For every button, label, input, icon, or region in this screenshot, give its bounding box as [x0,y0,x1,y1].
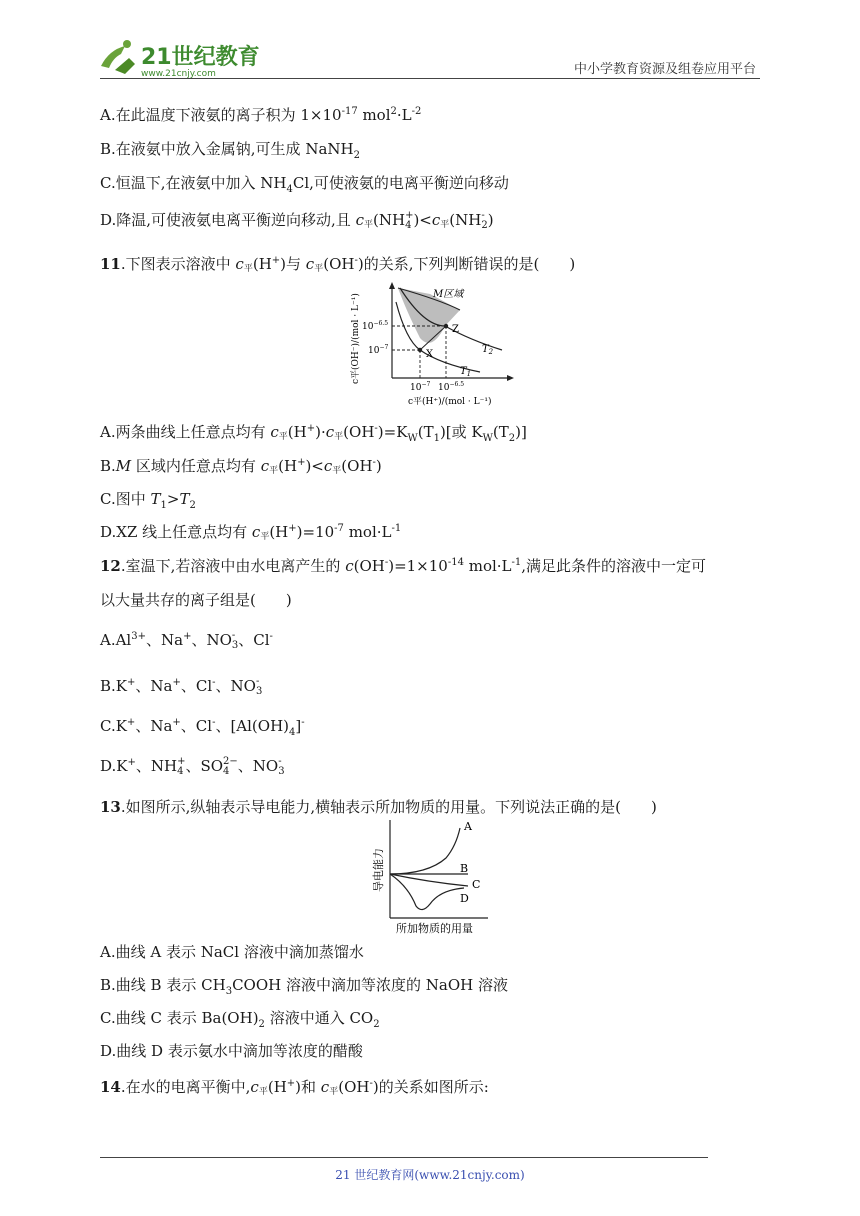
q13-option-d: D.曲线 D 表示氨水中滴加等浓度的醋酸 [100,1042,363,1060]
curve-b-label: B [460,862,469,875]
q12-stem-line-1: 12.室温下,若溶液中由水电离产生的 $c(OH^-)=1\times 10^{-14}$ $mol\cdot L^{-1}$,满足此条件的溶液中一定可 [100,557,707,575]
y-axis-label: c平(OH⁻)/(mol · L⁻¹) [351,293,361,384]
q11-stem: 11.下图表示溶液中 c平(H+)与 c平(OH-)的关系,下列判断错误的是( ) [100,255,576,274]
q12-option-d: D.K+、NH + 4 、SO 2− 4 、NO - 3 [100,756,285,777]
m-region-label: M区域 [433,289,464,300]
curve-a-label: A [464,820,472,833]
q14-stem: 14.在水的电离平衡中,c平(H+)和 c平(OH-)的关系如图所示: [100,1078,489,1097]
q11-option-d: D.XZ 线上任意点均有 c平$(H^+)=10^{-7}$ $mol\cdot L^{-1}$ [100,523,402,542]
q13-option-b: B.曲线 B 表示 $CH_3COOH$ 溶液中滴加等浓度的 NaOH 溶液 [100,976,508,997]
header-divider [100,78,760,79]
q10-option-b: B.在液氨中放入金属钠,可生成 NaNH$_2$ [100,140,360,161]
q11-option-a: A.两条曲线上任意点均有 c平(H+)·c平$(OH^-)=K_W(T_1)$[或 $K_W(T_2)$] [100,423,527,444]
q12-option-c: C.K+、Na+、Cl-、$[Al(OH)_4]^-$ [100,717,305,738]
svg-text:21世纪教育: 21世纪教育 [141,45,260,70]
x-tick-1: $10^{-7}$ [410,381,431,393]
site-logo [95,36,265,80]
x-axis-label: 所加物质的用量 [396,922,473,935]
point-z-label: Z [452,324,459,335]
point-x-label: X [426,349,434,360]
q10-option-a: A.在此温度下液氨的离子积为 $1\times 10^{-17}$ $mol^2\cdot L^{-2}$ [100,106,422,124]
y-tick-2: $10^{-7}$ [368,344,389,356]
q11-option-c: C.图中 $T_1>T_2$ [100,490,196,511]
y-tick-1: $10^{-6.5}$ [362,320,389,332]
footer-divider [100,1157,708,1158]
curve-d-label: D [460,892,469,905]
q11-figure [340,280,515,412]
svg-text:www.21cnjy.com: www.21cnjy.com [141,69,216,79]
q12-option-b: B.K+、Na+、Cl-、NO - 3 [100,676,263,697]
x-axis-label: c平(H⁺)/(mol · L⁻¹) [408,397,492,407]
q11-option-b: B.M 区域内任意点均有 c平(H+)<c平(OH-) [100,457,382,476]
curve-t2-label: $T_2$ [482,344,494,356]
q12-option-a: $A.Al^{3+}$、Na+、NO - 3 、Cl- [100,630,273,651]
footer-link[interactable]: 21 世纪教育网(www.21cnjy.com) [335,1168,525,1182]
q13-option-a: A.曲线 A 表示 NaCl 溶液中滴加蒸馏水 [100,943,364,961]
curve-c-label: C [472,878,481,891]
header-platform-name: 中小学教育资源及组卷应用平台 [573,62,756,77]
q13-figure [368,816,498,936]
y-axis-label: 导电能力 [372,848,385,892]
q10-option-d: D.降温,可使液氨电离平衡逆向移动,且 c平(NH + 4 )<c平(NH - 2 ) [100,210,494,231]
q13-option-c: C.曲线 C 表示 $Ba(OH)_2$ 溶液中通入 $CO_2$ [100,1009,380,1030]
q13-stem: 13.如图所示,纵轴表示导电能力,横轴表示所加物质的用量。下列说法正确的是( ) [100,798,657,816]
curve-t1-label: $T_1$ [460,366,472,378]
q12-stem-line-2: 以大量共存的离子组是( ) [100,591,292,609]
q10-option-c: C.恒温下,在液氨中加入 $NH_4Cl$,可使液氨的电离平衡逆向移动 [100,174,509,195]
x-tick-2: $10^{-6.5}$ [438,381,465,393]
